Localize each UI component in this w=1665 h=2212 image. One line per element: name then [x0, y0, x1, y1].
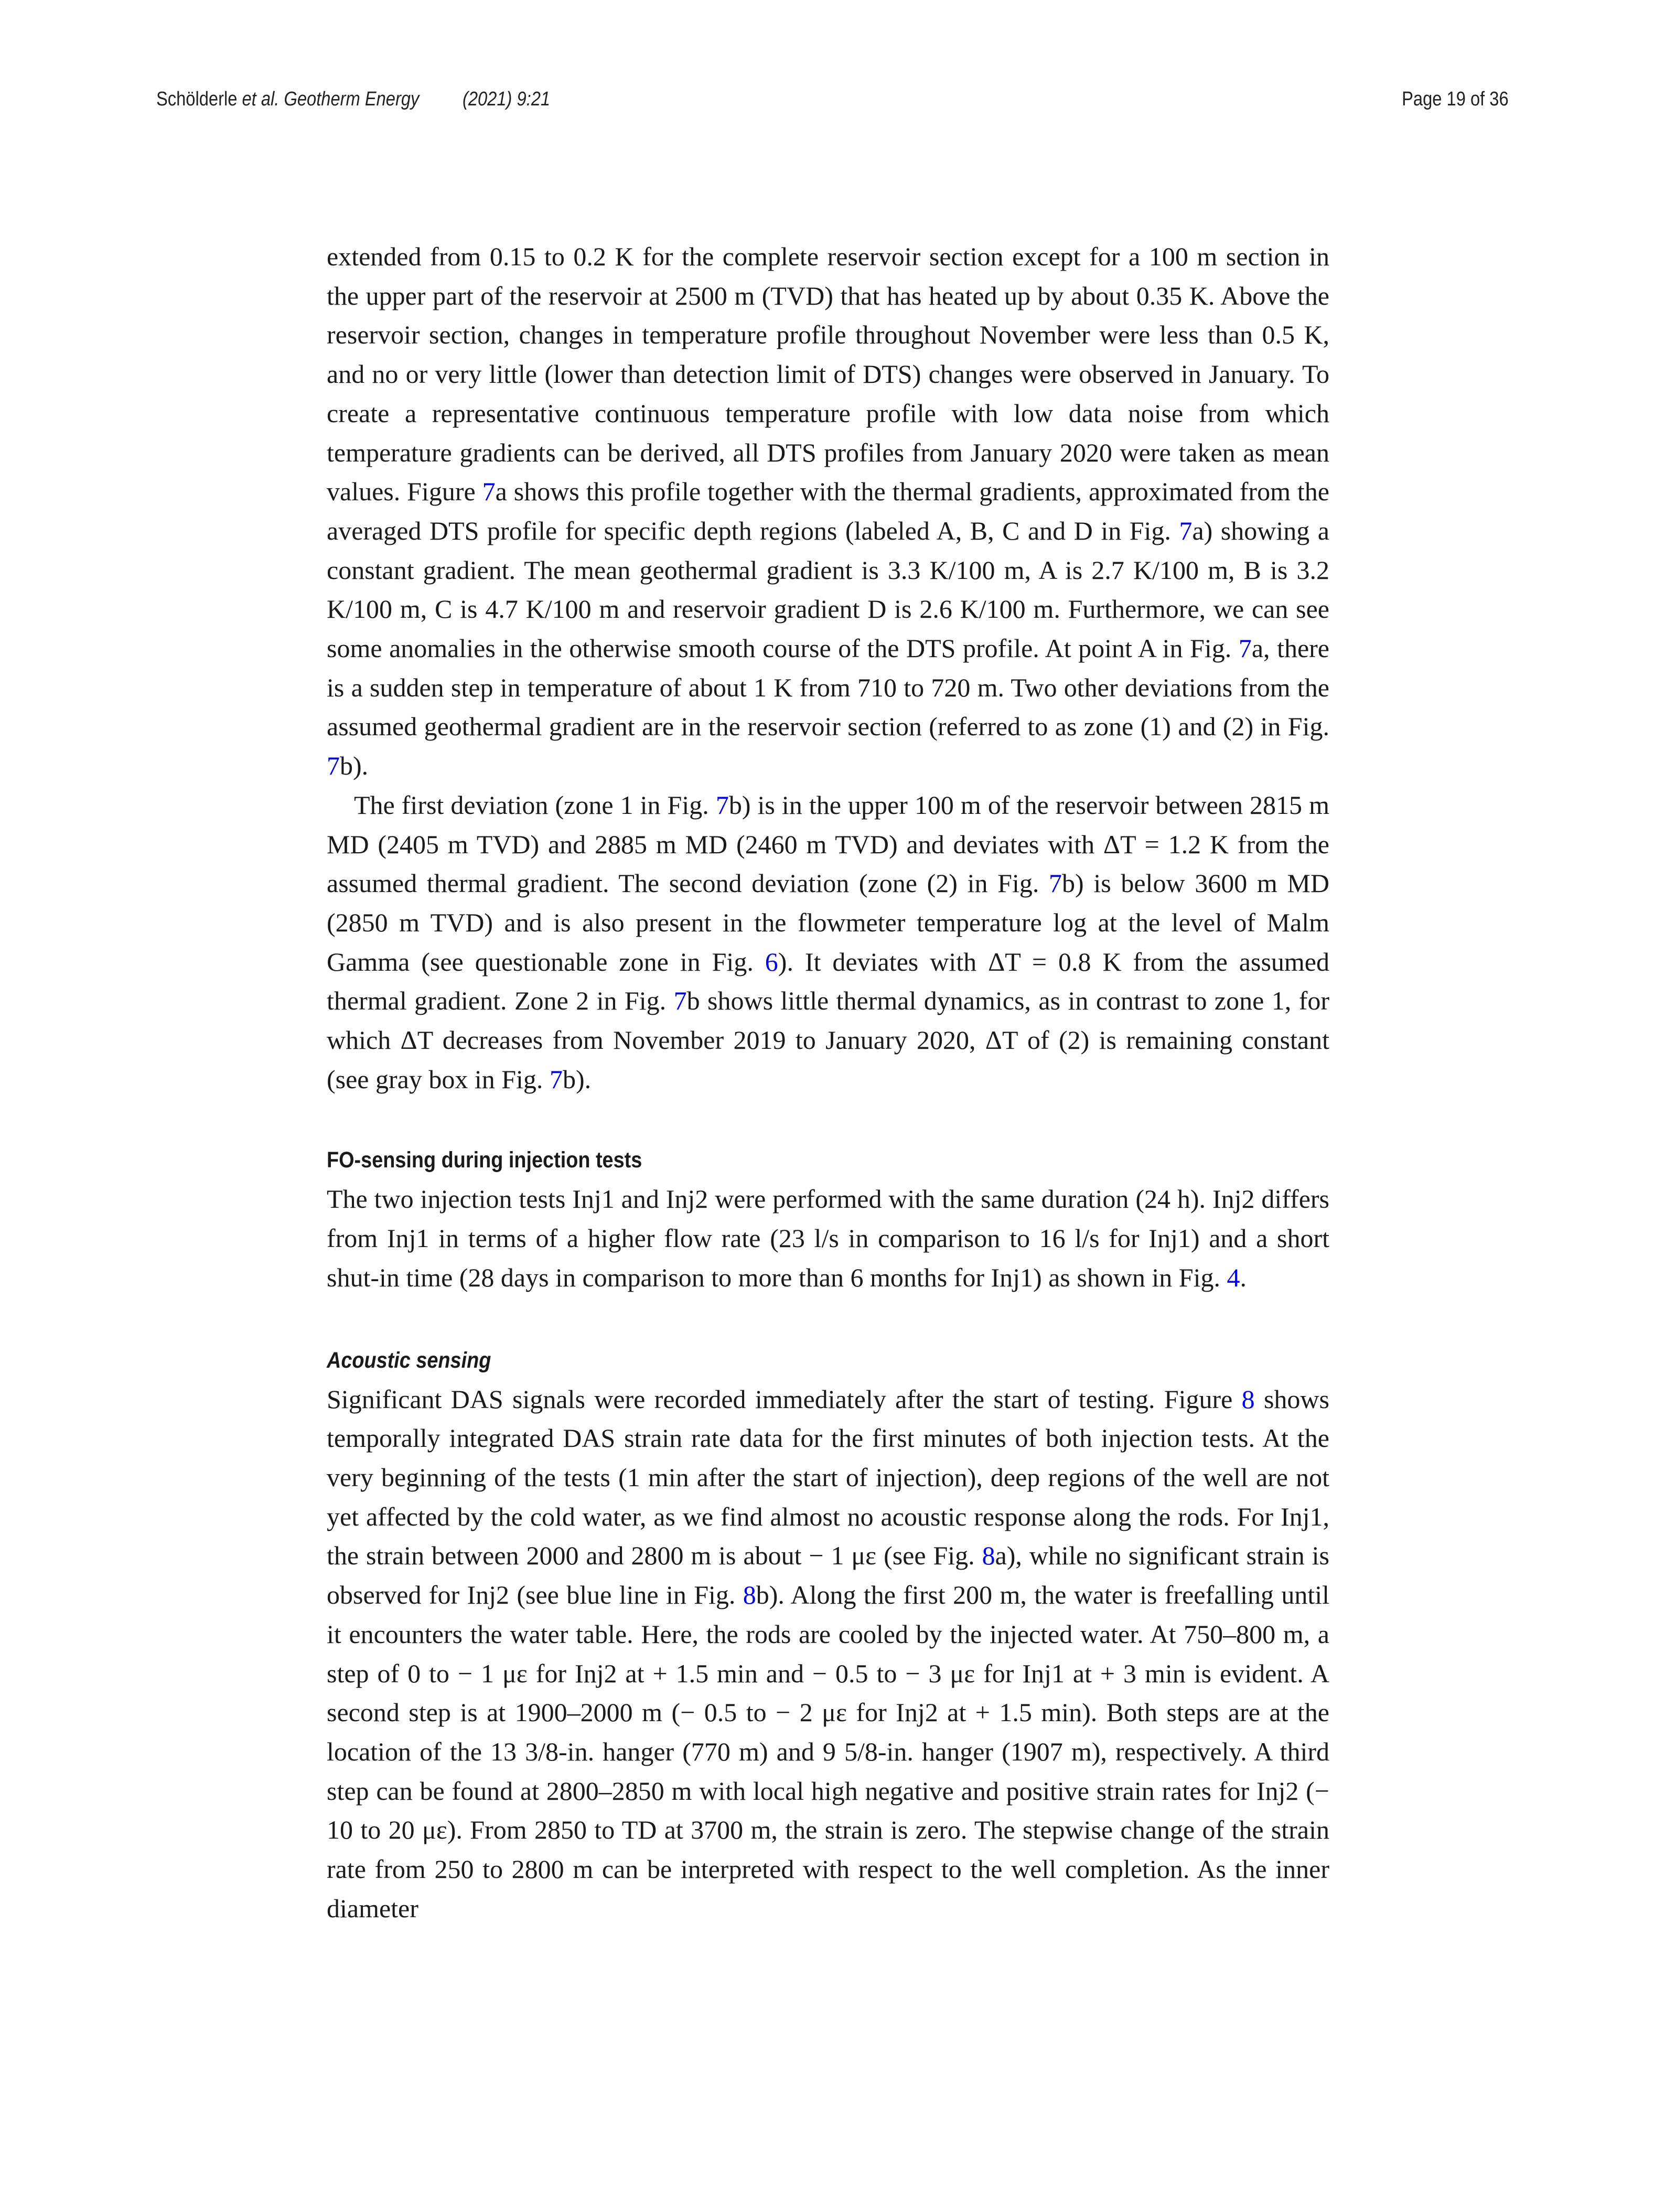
text-run: a) showing a constant gradient. The mean geothermal gradient is 3.3 K/100 m, A is 2.7 K/100 m, B is 3.2 K/100 m, C is 4.7 K/100 m and reservoir gradient D is 2.6 K/100 m. Furthermore, we can see some anomalies in the otherwise smooth course of the DTS profile. At point A in Fig. — [327, 516, 1330, 663]
text-run: a shows this profile together with the thermal gradients, approximated from the averaged DTS profile for specific depth regions (labeled A, B, C and D in Fig. — [327, 477, 1329, 545]
text-run: b) is below 3600 m MD (2850 m TVD) and is also present in the flowmeter temperature log at the level of Malm Gamma (see questionable zone in Fig. — [327, 868, 1329, 976]
header-journal: Geotherm Energy — [284, 88, 420, 110]
text-run: b). Along the first 200 m, the water is freefalling until it encounters the water table. Here, the rods are cooled by the injected water. At 750–800 m, a step of 0 to − 1 με for Inj2 at + 1.5 min and − 0.5 to − 3 με for Inj1 at + 3 min is evident. A second step is at 1900–2000 m (− 0.5 to − 2 με for Inj2 at + 1.5 min). Both steps are at the location of the 13 3/8-in. hanger (770 m) and 9 5/8-in. hanger (1907 m), respectively. A third step can be found at 2800–2850 m with local high negative and positive strain rates for Inj2 (− 10 to 20 με). From 2850 to TD at 3700 m, the strain is zero. The stepwise change of the strain rate from 250 to 2800 m can be interpreted with respect to the well completion. As the inner diameter — [327, 1580, 1329, 1923]
figure-link-7[interactable]: 7 — [1049, 868, 1062, 898]
text-run: a), while no significant strain is observed for Inj2 (see blue line in Fig. — [327, 1541, 1330, 1610]
text-run: b). — [562, 1064, 592, 1094]
text-run: b) is in the upper 100 m of the reservoir between 2815 m MD (2405 m TVD) and 2885 m MD (2460 m TVD) and deviates with ΔT = 1.2 K from the assumed thermal gradient. The second deviation (zone (2) in Fig. — [327, 790, 1329, 898]
text-run: The two injection tests Inj1 and Inj2 were performed with the same duration (24 h). Inj2 differs from Inj1 in terms of a higher flow rate (23 l/s in comparison to 16 l/s for Inj1) and a short shut-in time (28 days in comparison to more than 6 months for Inj1) as shown in Fig. — [327, 1184, 1329, 1292]
running-header-citation — [156, 88, 550, 111]
paragraph-acoustic-sensing — [327, 1380, 1329, 1928]
page-number: Page 19 of 36 — [1402, 88, 1509, 110]
figure-link-7[interactable]: 7 — [1179, 516, 1193, 545]
figure-link-7[interactable]: 7 — [1238, 633, 1252, 663]
figure-link-7[interactable]: 7 — [549, 1064, 563, 1094]
figure-link-7[interactable]: 7 — [715, 790, 729, 820]
figure-link-7[interactable]: 7 — [673, 986, 687, 1016]
figure-link-8[interactable]: 8 — [982, 1541, 995, 1571]
text-run: Significant DAS signals were recorded immediately after the start of testing. Figure — [327, 1384, 1242, 1414]
figure-link-6[interactable]: 6 — [765, 947, 778, 976]
header-authors: Schölderle — [156, 88, 238, 110]
text-run: shows temporally integrated DAS strain rate data for the first minutes of both injection tests. At the very beginning of the tests (1 min after the start of injection), deep regions of the well are not yet affected by the cold water, as we find almost no acoustic response along the rods. For Inj1, the strain between 2000 and 2800 m is about − 1 με (see Fig. — [327, 1384, 1329, 1571]
text-run: extended from 0.15 to 0.2 K for the complete reservoir section except for a 100 m section in the upper part of the reservoir at 2500 m (TVD) that has heated up by about 0.35 K. Above the reservoir section, changes in temperature profile throughout November were less than 0.5 K, and no or very little (lower than detection limit of DTS) changes were observed in January. To create a representative continuous temperature profile with low data noise from which temperature gradients can be derived, all DTS profiles from January 2020 were taken as mean values. Figure — [327, 242, 1329, 507]
text-run: b shows little thermal dynamics, as in contrast to zone 1, for which ΔT decreases from November 2019 to January 2020, ΔT of (2) is remaining constant (see gray box in Fig. — [327, 986, 1330, 1094]
text-run: b). — [340, 751, 369, 781]
figure-link-7[interactable]: 7 — [327, 751, 340, 781]
text-run: . — [1240, 1262, 1247, 1292]
section-heading: FO-sensing during injection tests — [327, 1147, 642, 1173]
header-volume-citation: (2021) 9:21 — [462, 88, 551, 110]
figure-link-8[interactable]: 8 — [743, 1580, 756, 1610]
paragraph-deviations — [327, 786, 1329, 1099]
running-header — [156, 88, 1509, 120]
paragraph-dts-profile — [327, 237, 1329, 786]
text-run: The first deviation (zone 1 in Fig. — [354, 790, 716, 820]
paragraph-injection-tests — [327, 1179, 1329, 1297]
article-body — [327, 237, 1329, 1928]
figure-link-8[interactable]: 8 — [1241, 1384, 1255, 1414]
subsection-heading: Acoustic sensing — [327, 1347, 491, 1373]
figure-link-7[interactable]: 7 — [482, 477, 496, 507]
header-etal: et al. — [242, 88, 280, 110]
figure-link-4[interactable]: 4 — [1227, 1262, 1240, 1292]
text-run: a, there is a sudden step in temperature of about 1 K from 710 to 720 m. Two other deviations from the assumed geothermal gradient are in the reservoir section (referred to as zone (1) and (2) in Fig. — [327, 633, 1329, 742]
text-run: ). It deviates with ΔT = 0.8 K from the assumed thermal gradient. Zone 2 in Fig. — [327, 947, 1329, 1016]
